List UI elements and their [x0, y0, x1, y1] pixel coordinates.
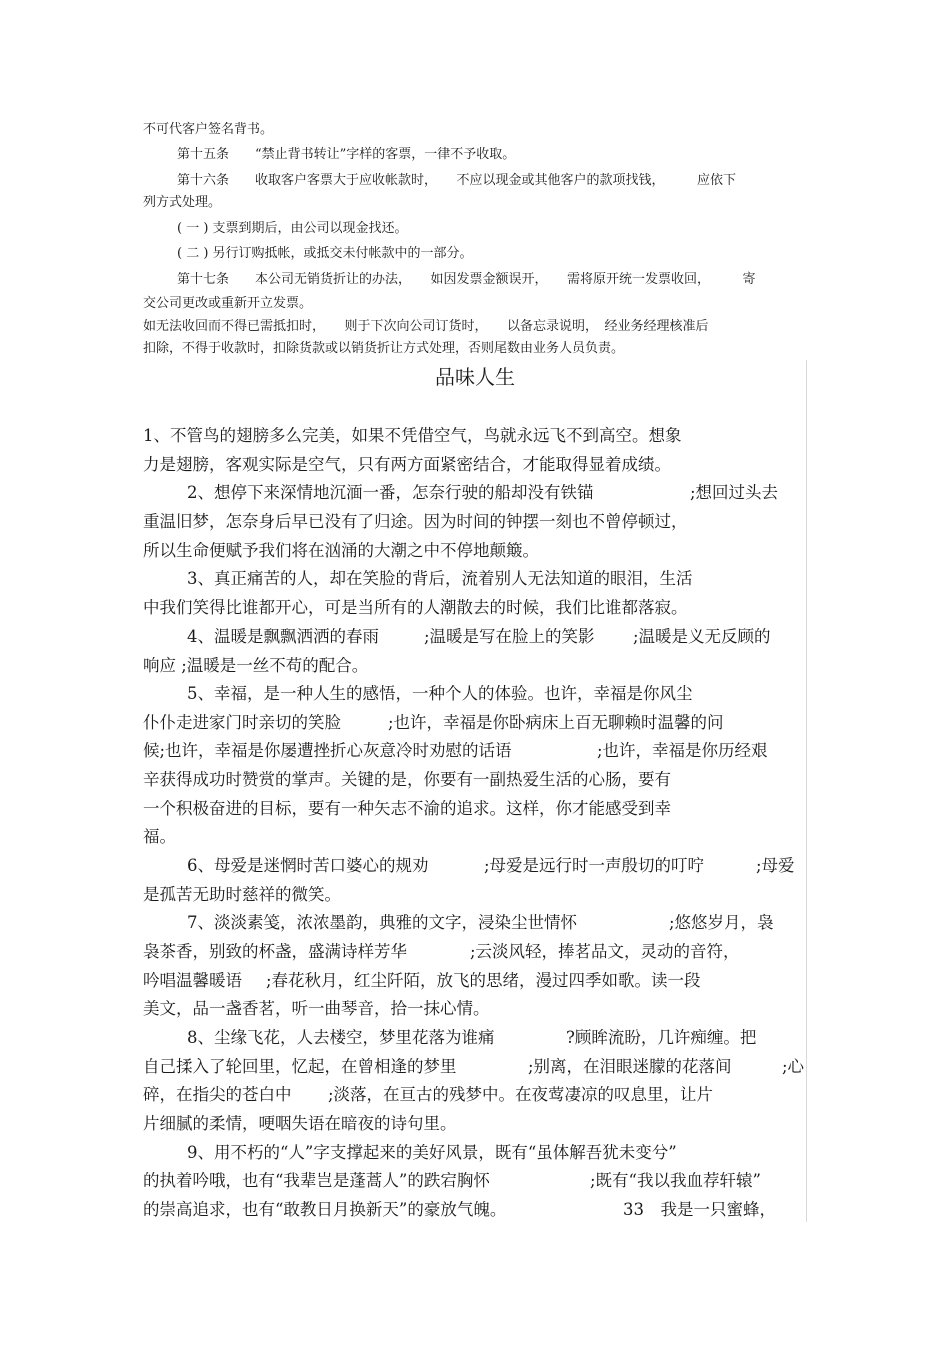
text-segment: 2、想停下来深情地沉湎一番，怎奈行驶的船却没有铁锚 [187, 483, 594, 502]
text-line: 美文，品一盏香茗，听一曲琴音，拾一抹心情。 [143, 999, 490, 1018]
text-line [0, 740, 950, 762]
text-line: 5、幸福，是一种人生的感悟，一种个人的体验。也许，幸福是你风尘 [187, 684, 693, 703]
text-line: 9、用不朽的“人”字支撑起来的美好风景，既有“虽体解吾犹未变兮” [187, 1143, 677, 1162]
text-segment: ;也许，幸福是你历经艰 [597, 741, 768, 760]
text-segment: ;春花秋月，红尘阡陌，放飞的思绪，漫过四季如歌。读一段 [266, 971, 701, 990]
text-segment: 7、淡淡素笺，浓浓墨韵，典雅的文字，浸染尘世情怀 [187, 913, 577, 932]
text-line: 力是翅膀，客观实际是空气，只有两方面紧密结合，才能取得显着成绩。 [143, 455, 671, 474]
text-line: 福。 [143, 827, 176, 846]
text-line: 第十七条 本公司无销货折让的办法， 如因发票金额误开， 需将原开统一发票收回， 寄 [177, 272, 756, 287]
text-segment: 仆仆走进家门时亲切的笑脸 [143, 713, 341, 732]
text-line [0, 1170, 950, 1192]
text-segment: ;悠悠岁月，袅 [669, 913, 774, 932]
text-segment: ;温暖是写在脸上的笑影 [424, 627, 595, 646]
text-line: 第十五条 “禁止背书转让”字样的客票，一律不予收取。 [177, 147, 516, 162]
text-segment: ;母爱 [756, 856, 795, 875]
text-line [0, 970, 950, 992]
text-segment: 自己揉入了轮回里，忆起，在曾相逢的梦里 [143, 1057, 457, 1076]
text-segment: 的崇高追求，也有“敢教日月换新天”的豪放气魄。 [143, 1200, 507, 1219]
text-segment: ;母爱是远行时一声殷切的叮咛 [484, 856, 705, 875]
text-segment: ;想回过头去 [690, 483, 779, 502]
text-line [0, 712, 950, 734]
text-line: 1、不管鸟的翅膀多么完美，如果不凭借空气，鸟就永远飞不到高空。想象 [143, 426, 682, 445]
text-line: 片细腻的柔情，哽咽失语在暗夜的诗句里。 [143, 1114, 457, 1133]
text-segment: ;云淡风轻，捧茗品文，灵动的音符， [470, 942, 740, 961]
text-line: 所以生命便赋予我们将在汹涌的大潮之中不停地颠簸。 [143, 541, 539, 560]
text-segment: 33 我是一只蜜蜂， [623, 1200, 776, 1219]
text-line [0, 1027, 950, 1049]
text-line: 扣除，不得于收款时，扣除货款或以销货折让方式处理，否则尾数由业务人员负责。 [143, 341, 625, 356]
text-line: ( 二 ) 另行订购抵帐，或抵交未付帐款中的一部分。 [177, 246, 473, 261]
text-line: 辛获得成功时赞赏的掌声。关键的是，你要有一副热爱生活的心肠，要有 [143, 770, 671, 789]
text-line: 列方式处理。 [143, 195, 222, 210]
text-line: 中我们笑得比谁都开心，可是当所有的人潮散去的时候，我们比谁都落寂。 [143, 598, 688, 617]
text-line: 是孤苦无助时慈祥的微笑。 [143, 885, 341, 904]
text-segment: ;温暖是义无反顾的 [633, 627, 771, 646]
text-line [0, 912, 950, 934]
text-line [0, 626, 950, 648]
text-line [0, 1084, 950, 1106]
text-line [0, 1056, 950, 1078]
text-line: 响应 ;温暖是一丝不苟的配合。 [143, 656, 369, 675]
text-line: 重温旧梦，怎奈身后早已没有了归途。因为时间的钟摆一刻也不曾停顿过， [143, 512, 688, 531]
text-segment: ;也许，幸福是你卧病床上百无聊赖时温馨的问 [388, 713, 724, 732]
text-segment: 袅茶香，别致的杯盏，盛满诗样芳华 [143, 942, 407, 961]
text-segment: ?顾眸流盼，几许痴缠。把 [566, 1028, 757, 1047]
article-title: 品味人生 [435, 365, 515, 389]
text-segment: ;别离，在泪眼迷朦的花落间 [528, 1057, 732, 1076]
text-segment: 碎，在指尖的苍白中 [143, 1085, 292, 1104]
text-segment: ;既有“我以我血荐轩辕” [590, 1171, 761, 1190]
text-segment: ;淡落，在亘古的残梦中。在夜莺凄凉的叹息里，让片 [328, 1085, 714, 1104]
text-line: 3、真正痛苦的人，却在笑脸的背后，流着别人无法知道的眼泪，生活 [187, 569, 693, 588]
text-line: 交公司更改或重新开立发票。 [143, 296, 313, 311]
text-segment: 的执着吟哦，也有“我辈岂是蓬蒿人”的跌宕胸怀 [143, 1171, 490, 1190]
text-segment: 4、温暖是飘飘洒洒的春雨 [187, 627, 379, 646]
text-line [0, 1199, 950, 1221]
text-segment: 6、母爱是迷惘时苦口婆心的规劝 [187, 856, 429, 875]
text-line: 如无法收回而不得已需抵扣时， 则于下次向公司订货时， 以备忘录说明， 经业务经理核准后 [143, 319, 709, 334]
text-line [0, 855, 950, 877]
text-line: 一个积极奋进的目标，要有一种矢志不渝的追求。这样，你才能感受到幸 [143, 799, 671, 818]
text-line: 第十六条 收取客户客票大于应收帐款时， 不应以现金或其他客户的款项找钱， 应依下 [177, 173, 737, 188]
text-line [0, 941, 950, 963]
text-segment: 吟唱温馨暖语 [143, 971, 242, 990]
text-line: ( 一 ) 支票到期后，由公司以现金找还。 [177, 221, 408, 236]
text-line [0, 482, 950, 504]
text-line: 不可代客户签名背书。 [143, 122, 274, 137]
text-segment: ;心 [782, 1057, 805, 1076]
text-segment: 候;也许，幸福是你屡遭挫折心灰意冷时劝慰的话语 [143, 741, 512, 760]
text-segment: 8、尘缘飞花，人去楼空，梦里花落为谁痛 [187, 1028, 495, 1047]
